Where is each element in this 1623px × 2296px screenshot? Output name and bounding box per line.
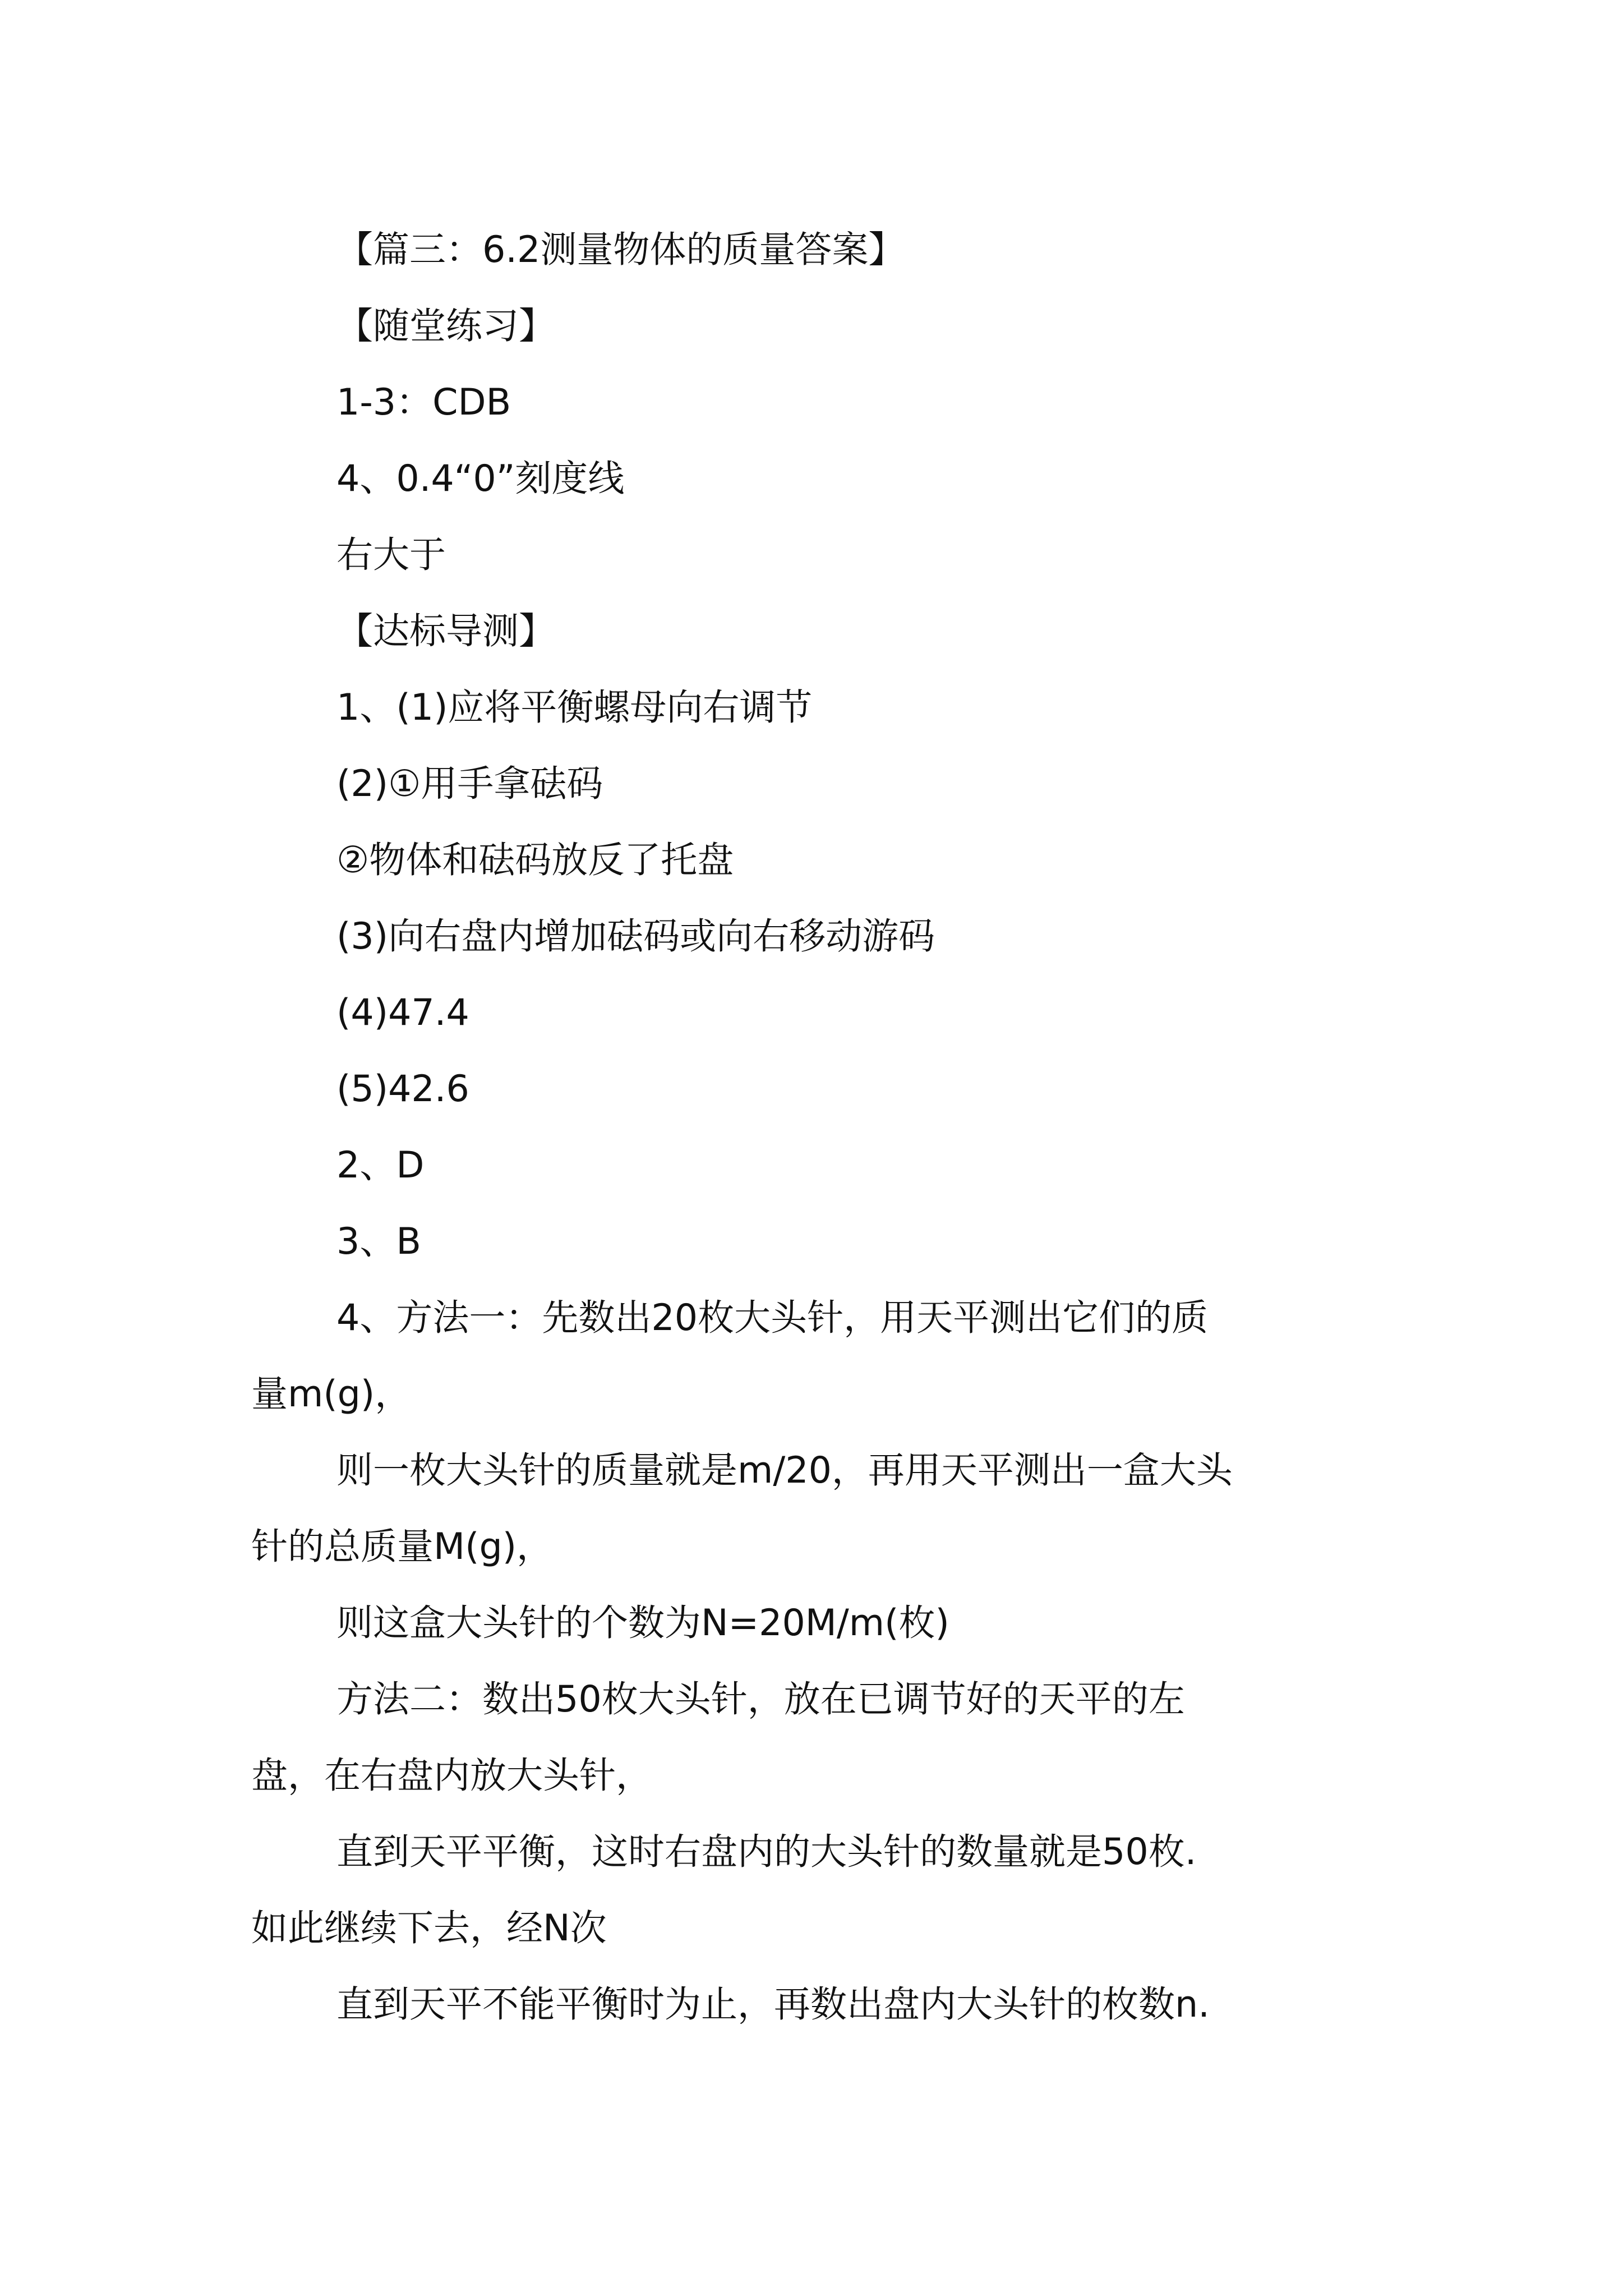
paragraph-line: 则这盒大头针的个数为N=20M/m(枚) — [336, 1602, 949, 1644]
answer-line: (3)向右盘内增加砝码或向右移动游码 — [336, 915, 935, 958]
answer-line: 2、D — [336, 1144, 425, 1186]
answer-line: (2)①用手拿砝码 — [336, 763, 603, 805]
subsection-heading: 【随堂练习】 — [336, 305, 556, 347]
answer-line: 1、(1)应将平衡螺母向右调节 — [336, 687, 813, 729]
answer-line: 3、B — [336, 1221, 421, 1263]
paragraph-line: 如此继续下去，经N次 — [251, 1907, 607, 1949]
section-heading: 【篇三：6.2测量物体的质量答案】 — [336, 229, 905, 271]
paragraph-line: 4、方法一：先数出20枚大头针，用天平测出它们的质 — [336, 1297, 1209, 1339]
paragraph-line: 直到天平平衡，这时右盘内的大头针的数量就是50枚. — [336, 1831, 1197, 1873]
paragraph-line: 方法二：数出50枚大头针，放在已调节好的天平的左 — [336, 1678, 1185, 1720]
answer-line: (4)47.4 — [336, 992, 469, 1034]
answer-line: ②物体和砝码放反了托盘 — [336, 839, 734, 881]
paragraph-line: 盘，在右盘内放大头针， — [251, 1755, 653, 1797]
paragraph-line: 直到天平不能平衡时为止，再数出盘内大头针的枚数n. — [336, 1984, 1210, 2026]
paragraph-line: 针的总质量M(g)， — [251, 1526, 554, 1568]
paragraph-line: 则一枚大头针的质量就是m/20，再用天平测出一盒大头 — [336, 1450, 1233, 1492]
answer-line: (5)42.6 — [336, 1068, 469, 1110]
paragraph-line: 量m(g)， — [251, 1373, 412, 1415]
answer-line: 1-3：CDB — [336, 381, 511, 424]
document-body — [251, 212, 1378, 2043]
subsection-heading: 【达标导测】 — [336, 610, 556, 652]
answer-line: 右大于 — [336, 534, 446, 576]
answer-line: 4、0.4“0”刻度线 — [336, 458, 625, 500]
